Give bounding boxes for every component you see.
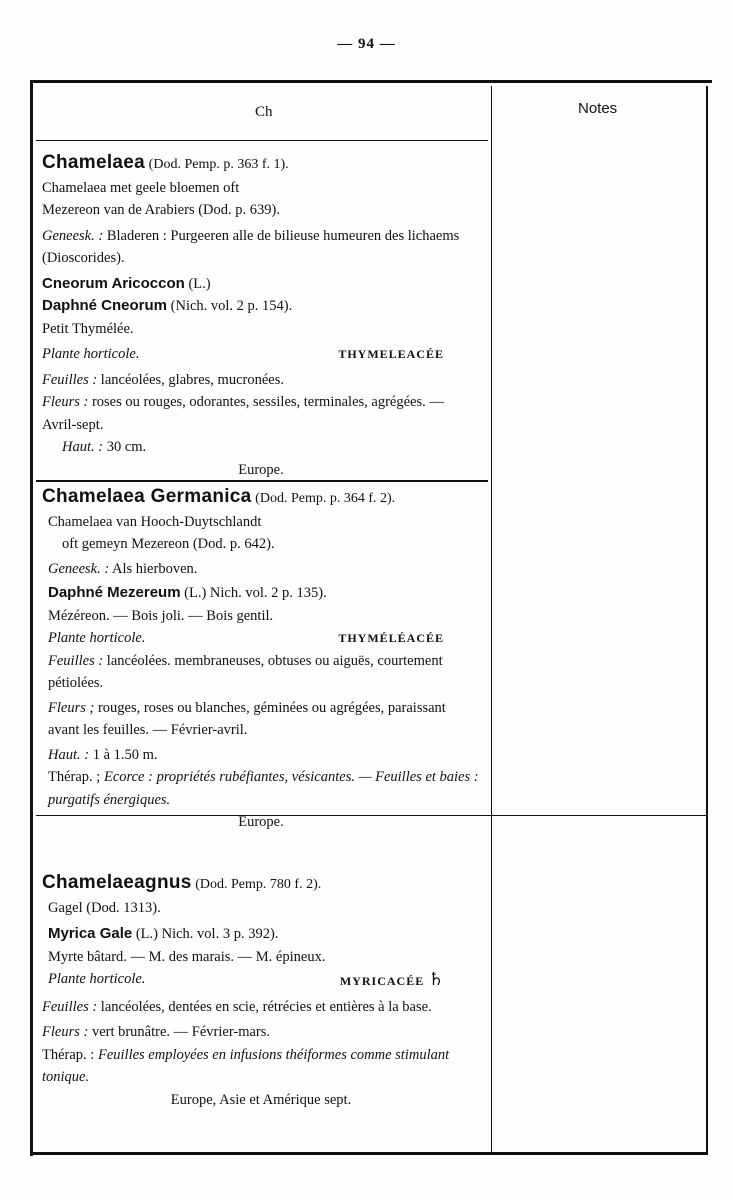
table-left-border xyxy=(30,80,33,1156)
dutch-name-line: Gagel (Dod. 1313). xyxy=(48,899,161,916)
entry-chamelaea xyxy=(42,152,480,481)
plant-name: Chamelaeagnus xyxy=(42,872,192,893)
page-number: — 94 — xyxy=(337,36,396,52)
synonym: Cneorum Aricoccon xyxy=(42,274,185,292)
geneesk-label: Geneesk. : xyxy=(42,227,104,244)
column-header-ch: Ch xyxy=(255,104,273,120)
table-right-border xyxy=(706,86,708,1154)
reference: (Dod. Pemp. p. 364 f. 2). xyxy=(255,491,396,506)
column-divider xyxy=(491,86,492,1154)
geneesk-text: Als hierboven. xyxy=(112,560,198,577)
region: Europe, Asie et Amérique sept. xyxy=(170,1091,352,1108)
fleurs-label: Fleurs : xyxy=(42,394,89,410)
haut-label: Haut. : xyxy=(62,439,104,455)
family: THYMÉLÉACÉE xyxy=(338,631,444,645)
therap-text: Feuilles employées en infusions théiformes comme stimulant tonique. xyxy=(42,1046,450,1085)
common-name: Petit Thymélée. xyxy=(42,320,134,337)
reference: (Dod. Pemp. 780 f. 2). xyxy=(195,877,322,892)
dutch-name-line: Mezereon van de Arabiers (Dod. p. 639). xyxy=(42,202,280,218)
column-header-notes: Notes xyxy=(578,100,618,117)
common-name: Myrte bâtard. — M. des marais. — M. épineux. xyxy=(48,948,326,965)
table-bottom-border xyxy=(30,1152,708,1155)
dutch-name-line: oft gemeyn Mezereon (Dod. p. 642). xyxy=(62,536,275,552)
dutch-name-line: Chamelaea van Hooch-Duytschlandt xyxy=(48,513,262,530)
synonym: Myrica Gale xyxy=(48,925,133,942)
synonym-ref: (Nich. vol. 2 p. 154). xyxy=(170,298,293,314)
feuilles-label: Feuilles : xyxy=(48,652,104,669)
fleurs-text: roses ou rouges, odorantes, sessiles, terminales, agrégées. — Avril-sept. xyxy=(42,394,444,433)
fleurs-label: Fleurs ; xyxy=(48,699,95,716)
common-name: Mézéreon. — Bois joli. — Bois gentil. xyxy=(48,607,274,624)
synonym: Daphné Cneorum xyxy=(42,297,168,314)
synonym-ref: (L.) Nich. vol. 3 p. 392). xyxy=(135,926,279,942)
plant-type: Plante horticole. xyxy=(48,630,146,646)
therap-text: Ecorce : propriétés rubéfiantes, vésicantes. — Feuilles et baies : purgatifs énergiques. xyxy=(48,769,479,808)
plant-name: Chamelaea Germanica xyxy=(42,486,252,507)
geneesk-text: Bladeren : Purgeeren alle de bilieuse humeuren des lichaems (Dioscorides). xyxy=(42,227,460,266)
entry-chamelaeagnus xyxy=(42,872,480,1111)
family: THYMELEACÉE xyxy=(338,347,444,361)
synonym-ref: (L.) xyxy=(188,275,211,292)
feuilles-text: lancéolées. membraneuses, obtuses ou aiguës, courtement pétiolées. xyxy=(48,652,443,691)
feuilles-text: lancéolées, glabres, mucronées. xyxy=(100,371,284,388)
haut-text: 30 cm. xyxy=(106,439,147,455)
fleurs-label: Fleurs : xyxy=(42,1024,89,1040)
haut-text: 1 à 1.50 m. xyxy=(92,746,158,763)
geneesk-label: Geneesk. : xyxy=(48,560,110,577)
therap-label: Thérap. ; xyxy=(48,769,101,785)
region: Europe. xyxy=(238,814,284,830)
header-divider xyxy=(36,140,488,141)
entry-chamelaea-germanica xyxy=(42,486,480,834)
synonym: Daphné Mezereum xyxy=(48,584,181,601)
feuilles-label: Feuilles : xyxy=(42,998,98,1015)
haut-label: Haut. : xyxy=(48,746,90,763)
reference: (Dod. Pemp. p. 363 f. 1). xyxy=(148,157,289,172)
feuilles-label: Feuilles : xyxy=(42,371,98,388)
plant-type: Plante horticole. xyxy=(42,346,140,362)
family: MYRICACÉE xyxy=(339,974,425,988)
perennial-symbol: ♄ xyxy=(427,969,444,989)
fleurs-text: rouges, roses ou blanches, géminées ou agrégées, paraissant avant les feuilles. — Février-avril. xyxy=(48,699,446,738)
dutch-name-line: Chamelaea met geele bloemen oft xyxy=(42,179,240,196)
therap-label: Thérap. : xyxy=(42,1046,95,1063)
table-top-border xyxy=(30,80,712,83)
plant-type: Plante horticole. xyxy=(48,971,146,987)
fleurs-text: vert brunâtre. — Février-mars. xyxy=(91,1024,271,1040)
feuilles-text: lancéolées, dentées en scie, rétrécies et entières à la base. xyxy=(100,998,432,1015)
region: Europe. xyxy=(238,461,284,478)
plant-name: Chamelaea xyxy=(42,152,146,173)
synonym-ref: (L.) Nich. vol. 2 p. 135). xyxy=(184,585,327,601)
